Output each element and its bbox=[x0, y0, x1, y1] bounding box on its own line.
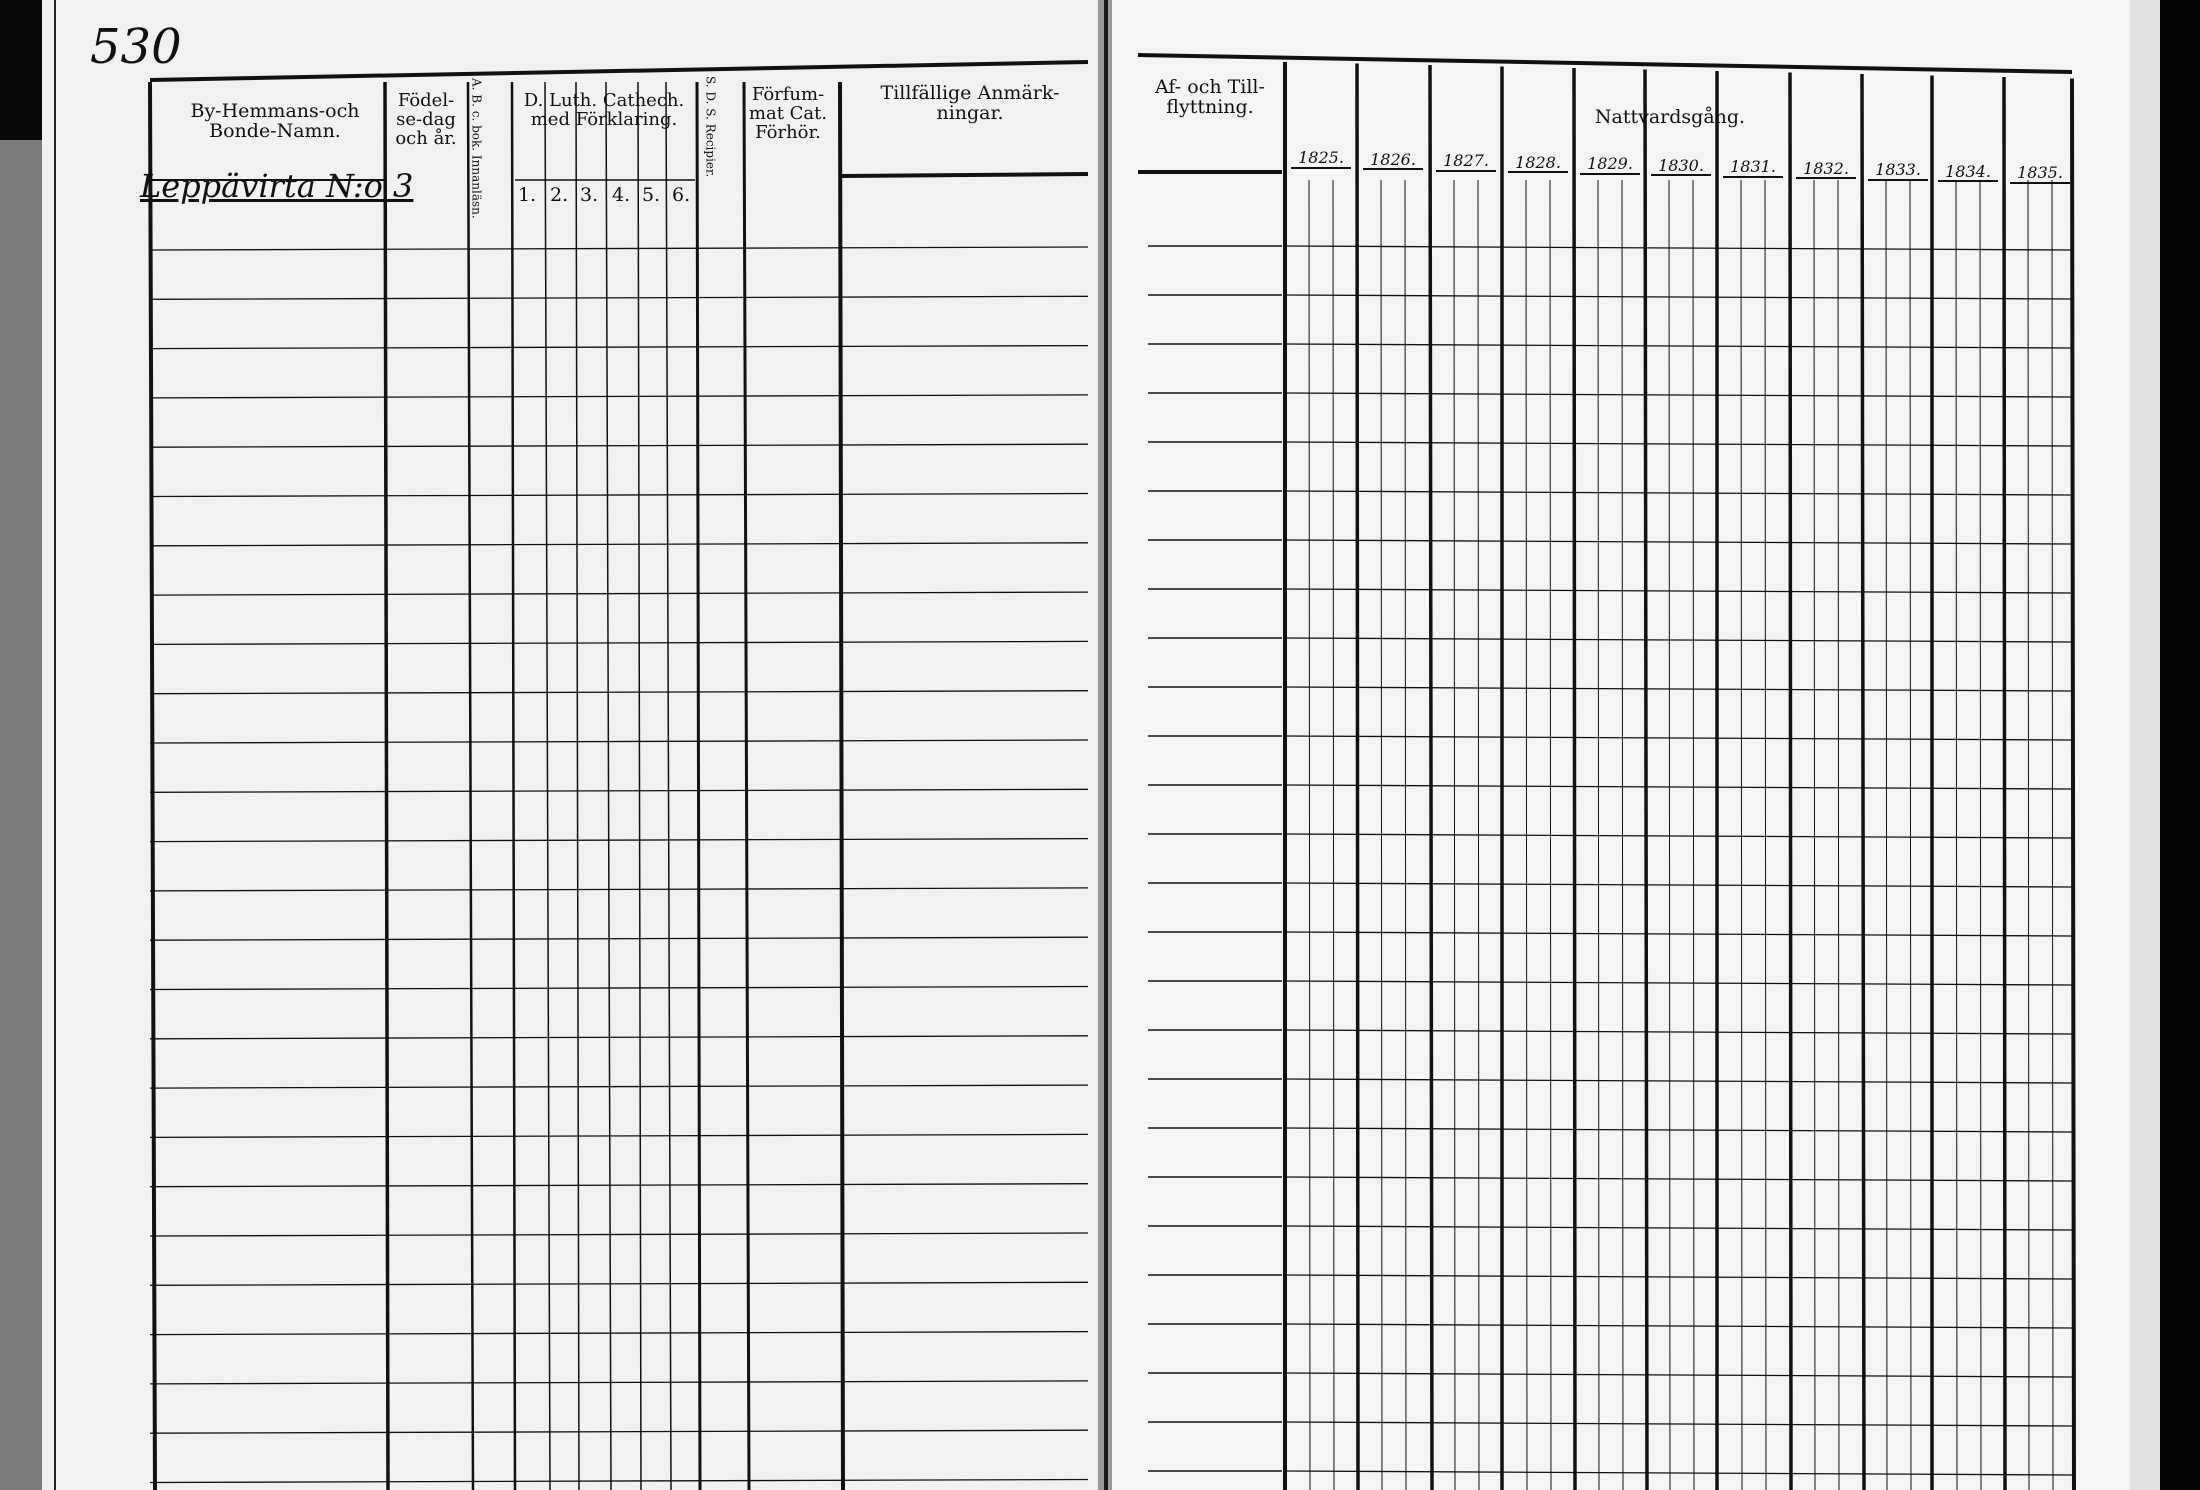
catech-number-2: 2. bbox=[550, 184, 569, 206]
header-missed-line1: Förfum- bbox=[751, 84, 825, 105]
header-missed-column bbox=[742, 86, 834, 143]
header-abc-line1: A. B. c. bok. bbox=[469, 78, 484, 152]
right-column-rule bbox=[2072, 79, 2074, 1490]
header-moving-line2: flyttning. bbox=[1166, 95, 1254, 118]
catech-number-5: 5. bbox=[642, 184, 661, 206]
header-name-line2: Bonde-Namn. bbox=[209, 119, 341, 142]
header-moving-column bbox=[1135, 78, 1285, 118]
year-header-1829: 1829. bbox=[1580, 156, 1640, 175]
catech-number-1: 1. bbox=[518, 184, 537, 206]
year-header-1835: 1835. bbox=[2010, 165, 2070, 184]
header-abc-column bbox=[469, 78, 484, 219]
book-edge bbox=[0, 140, 48, 1490]
catech-number-4: 4. bbox=[612, 184, 631, 206]
header-name-line1: By-Hemmans-och bbox=[190, 100, 360, 122]
header-sds-column bbox=[704, 72, 717, 182]
header-sds-line2: Recipier. bbox=[703, 124, 718, 178]
header-catech-line2: med Förklaring. bbox=[530, 108, 678, 130]
year-header-1832: 1832. bbox=[1796, 161, 1856, 180]
header-sds-line1: S. D. S. bbox=[703, 76, 718, 121]
year-header-1825: 1825. bbox=[1291, 150, 1351, 169]
year-header-1834: 1834. bbox=[1938, 164, 1998, 183]
header-birth-line1: Födel- bbox=[397, 90, 455, 111]
header-remarks-column bbox=[850, 84, 1090, 124]
header-name-column bbox=[160, 102, 390, 142]
year-header-1833: 1833. bbox=[1868, 162, 1928, 181]
catech-number-3: 3. bbox=[580, 184, 599, 206]
page-number: 530 bbox=[90, 19, 182, 75]
header-birth-column bbox=[390, 92, 462, 149]
header-catech-column bbox=[514, 92, 694, 130]
header-missed-line2: mat Cat. bbox=[748, 102, 828, 124]
header-moving-line1: Af- och Till- bbox=[1155, 76, 1265, 98]
header-catech-line1: D. Luth. Cathech. bbox=[523, 90, 685, 111]
header-remarks-line2: ningar. bbox=[936, 101, 1004, 124]
remarks-header-underline bbox=[840, 174, 1088, 176]
header-remarks-line1: Tillfällige Anmärk- bbox=[880, 82, 1060, 104]
year-header-1827: 1827. bbox=[1436, 153, 1496, 172]
header-birth-line3: och år. bbox=[395, 127, 457, 149]
header-birth-line2: se-dag bbox=[396, 108, 456, 130]
year-header-1830: 1830. bbox=[1651, 158, 1711, 177]
year-header-1826: 1826. bbox=[1363, 152, 1423, 171]
header-abc-line2: Innanläsn. bbox=[469, 154, 484, 219]
catech-number-6: 6. bbox=[672, 184, 691, 206]
header-missed-line3: Förhör. bbox=[755, 121, 821, 143]
year-header-1831: 1831. bbox=[1723, 159, 1783, 178]
header-communion: Nattvardsgång. bbox=[1594, 106, 1746, 128]
year-header-1828: 1828. bbox=[1508, 155, 1568, 174]
handwritten-place-name: Leppävirta N:o 3 bbox=[140, 167, 414, 205]
right-column-rule bbox=[1357, 64, 1358, 1490]
